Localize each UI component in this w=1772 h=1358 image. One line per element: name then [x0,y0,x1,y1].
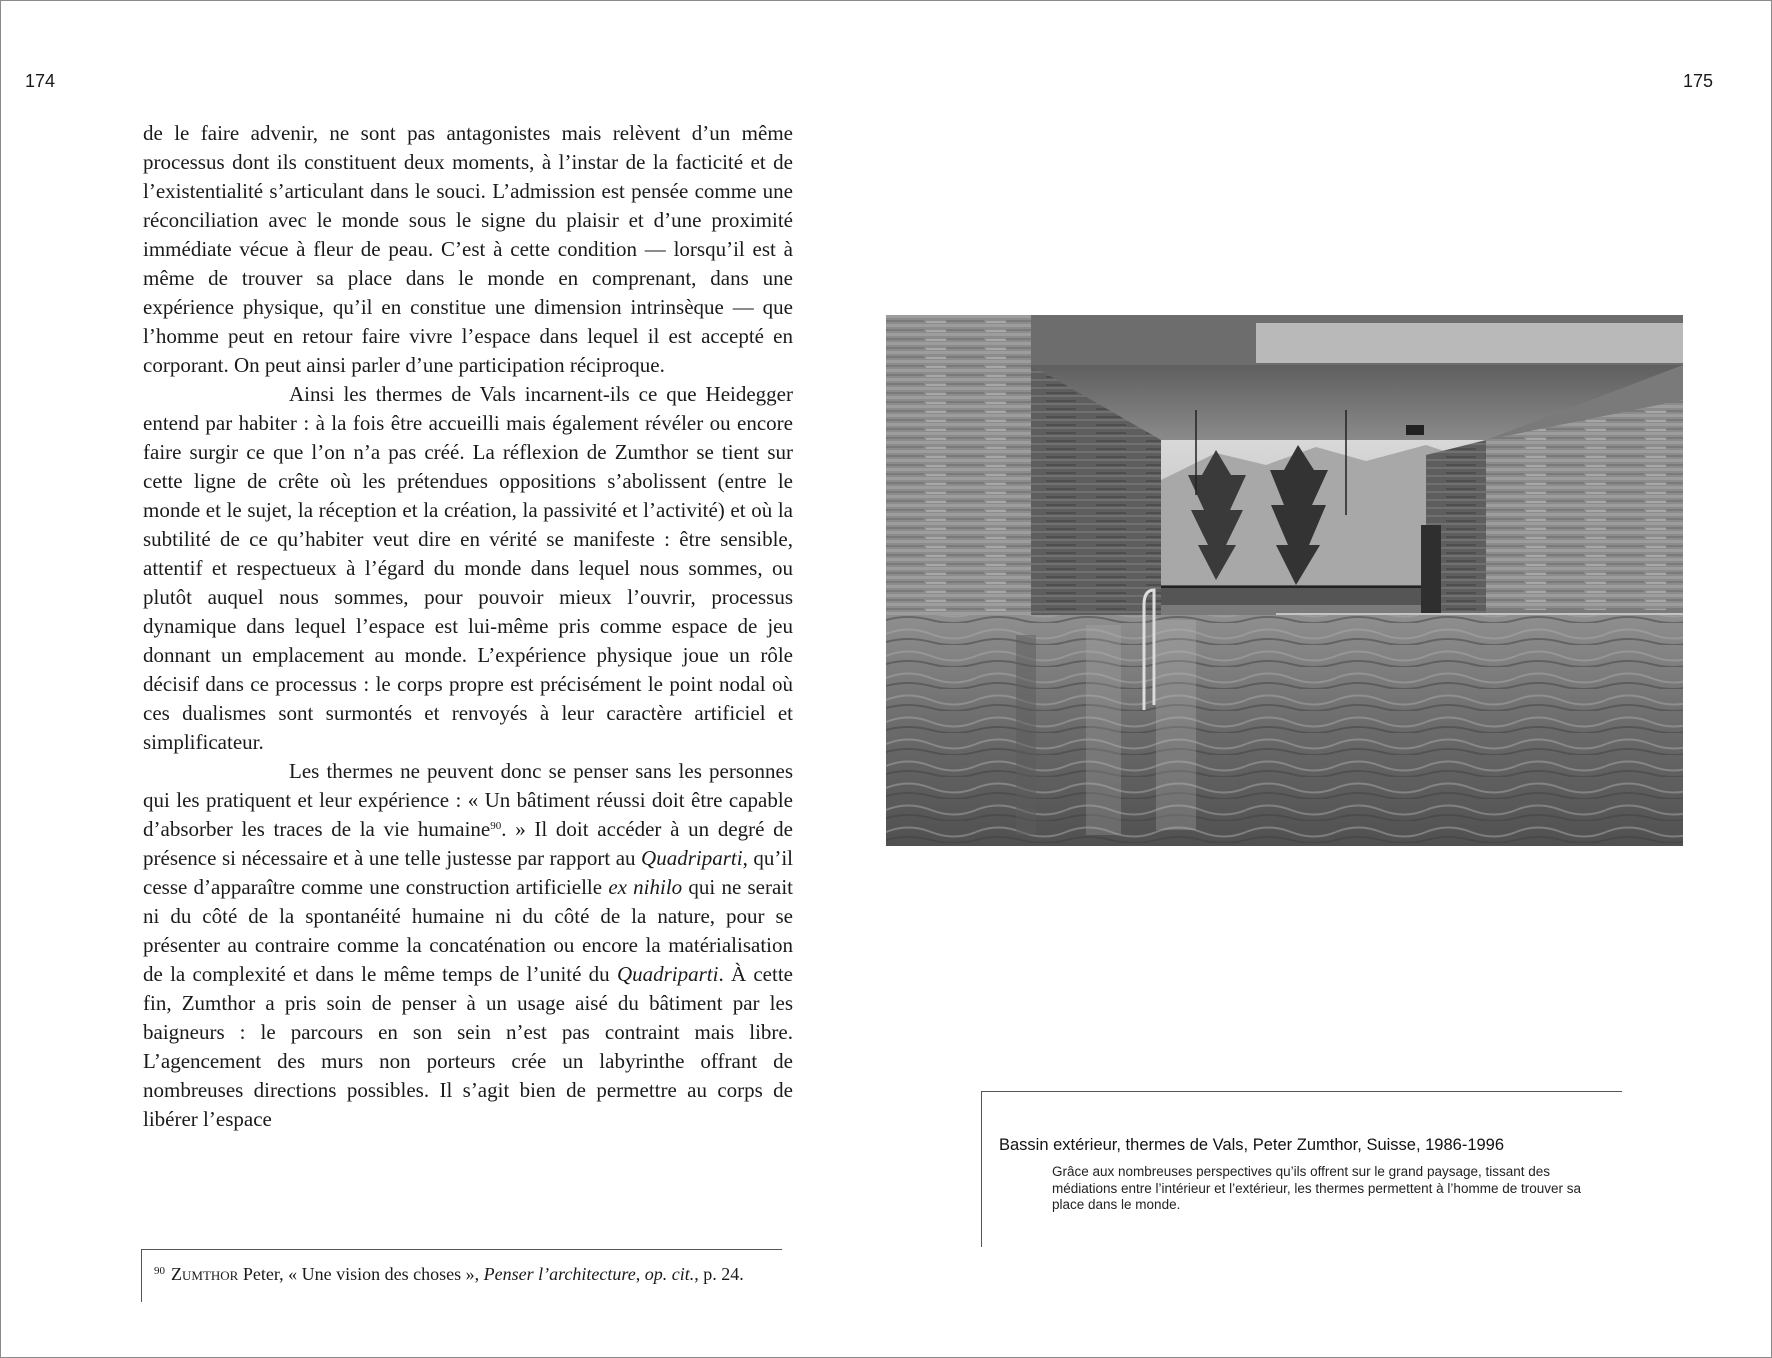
photograph-vals-thermal-baths [886,315,1683,846]
body-paragraph [143,119,793,380]
italic-text: ex nihilo [608,875,683,899]
text-run: . À cette fin, Zumthor a pris soin de penser à un usage aisé du bâtiment par les baigneurs : le parcours en son sein n’est pas contraint mais libre. L’agencement des murs non porteurs crée un labyrinthe offrant de nombreuses directions possibles. Il s’agit bien de permettre au corps de libérer l’espace [143,962,793,1131]
body-paragraph [143,757,793,1134]
text-run: Ainsi les thermes de Vals incarnent-ils ce que Heidegger entend par habiter : à la fois être accueilli mais également révéler ou encore faire surgir ce que l’on n’a pas créé. La réflexion de Zumthor se tient sur cette ligne de crête où les prétendues oppositions s’abolissent (entre le monde et le sujet, la réception et la création, la passivité et l’activité) et où la subtilité de ce qu’habiter veut dire en vérité se manifeste : être sensible, attentif et respectueux à l’égard du monde dans lequel nous sommes, ou plutôt auquel nous sommes, pour pouvoir mieux l’ouvrir, processus dynamique dans lequel l’espace est lui-même pris comme espace de jeu donnant un emplacement au monde. L’expérience physique joue un rôle décisif dans ce processus : le corps propre est précisément le point nodal où ces dualismes sont surmontés et renvoyés à leur caractère artificiel et simplificateur. [143,382,793,754]
footnote-after-author: Peter, « Une vision des choses », [238,1264,484,1284]
footnote-after-title: , [635,1264,645,1284]
page-number-right: 175 [1682,71,1713,91]
caption-title: Bassin extérieur, thermes de Vals, Peter Zumthor, Suisse, 1986-1996 [999,1136,1505,1154]
figure-caption [981,1091,1622,1247]
footnote-pages: , p. 24. [694,1264,744,1284]
text-run: . » Il doit accéder à un degré de présence si nécessaire et à une telle justesse par rapport au [143,817,793,870]
footnote-number: 90 [154,1265,165,1277]
footnote-text [154,1264,744,1285]
caption-text: Grâce aux nombreuses perspectives qu’ils offrent sur le grand paysage, tissant des médiations entre l’intérieur et l’extérieur, les thermes permettent à l’homme de trouver sa place dans le monde. [1052,1164,1581,1212]
text-run: Les thermes ne peuvent donc se penser sans les personnes qui les pratiquent et leur expérience : « Un bâtiment réussi doit être capable d’absorber les traces de la vie humaine [143,759,793,841]
text-run: , qu’il cesse d’apparaître comme une construction artificielle [143,846,793,899]
footnote-reference: 90 [490,820,502,832]
text-run: de le faire advenir, ne sont pas antagonistes mais relèvent d’un même processus dont ils constituent deux moments, à l’instar de la facticité et de l’existentialité s’articulant dans le souci. L’admission est pensée comme une réconciliation avec le monde sous le signe du plaisir et d’une proximité immédiate vécue à fleur de peau. C’est à cette condition — lorsqu’il est à même de trouver sa place dans le monde en comprenant, dans une expérience physique, qu’il en constitue une dimension intrinsèque — que l’homme peut en retour faire vivre l’espace dans lequel il est accepté en corporant. On peut ainsi parler d’une participation réciproque. [143,121,793,377]
photo-illustration [886,315,1683,846]
body-text [143,119,793,1134]
page-number-left: 174 [25,71,56,91]
italic-text: Quadriparti [616,962,719,986]
body-paragraph [143,380,793,757]
footnote-author: Zumthor [171,1264,239,1284]
footnote-ref: op. cit. [644,1264,695,1284]
footnote [141,1249,782,1302]
text-run: qui ne serait ni du côté de la spontanéité humaine ni du côté de la nature, pour se présenter au contraire comme la concaténation ou encore la matérialisation de la complexité et dans le même temps de l’unité du [143,875,793,986]
footnote-title: Penser l’architecture [483,1264,636,1284]
italic-text: Quadriparti [641,846,743,870]
